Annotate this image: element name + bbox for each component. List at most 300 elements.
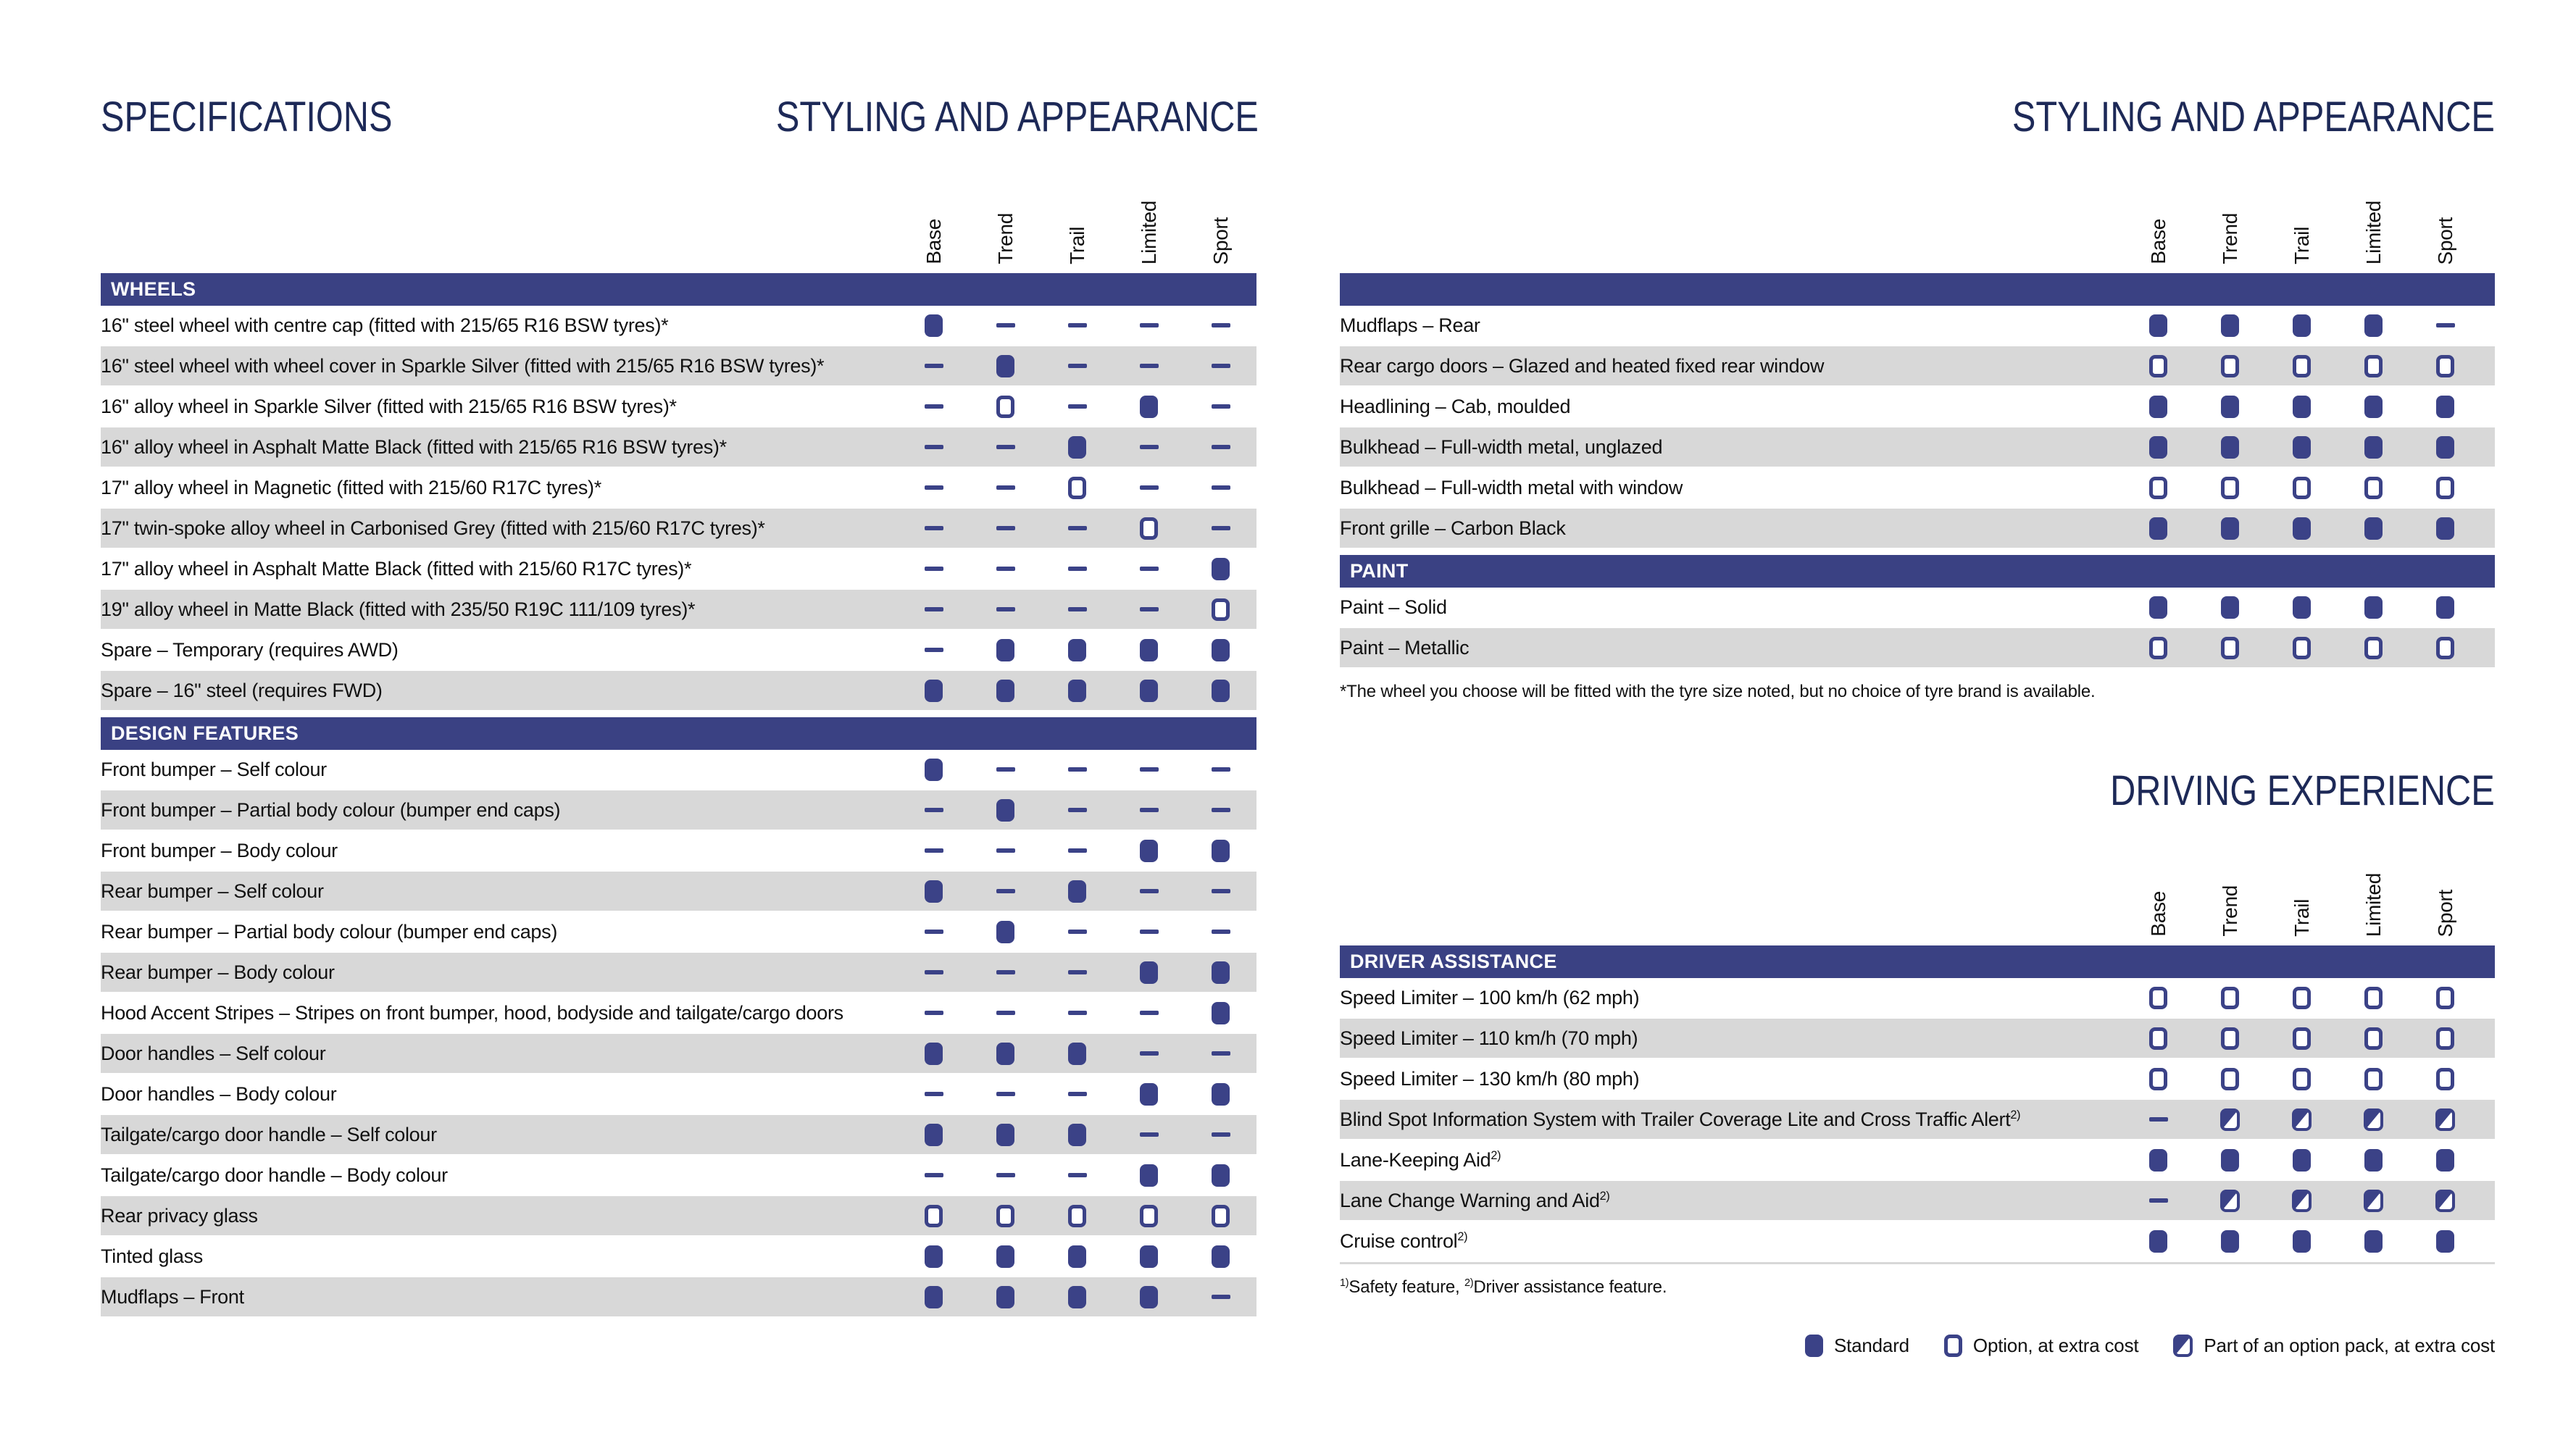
availability-cell	[1041, 1205, 1113, 1227]
not-available-icon	[1068, 567, 1087, 571]
availability-cell	[970, 485, 1041, 490]
option-icon	[2364, 987, 2383, 1009]
not-available-icon	[1212, 930, 1230, 934]
availability-cell	[970, 567, 1041, 571]
standard-icon	[2436, 1230, 2454, 1253]
option-icon	[2149, 477, 2167, 499]
feature-label-text: Door handles – Self colour	[101, 1042, 326, 1064]
option-pack-icon	[2364, 1108, 2383, 1131]
feature-label-text: Speed Limiter – 130 km/h (80 mph)	[1340, 1067, 1640, 1090]
availability-cell	[1113, 1083, 1185, 1106]
feature-label-text: Mudflaps – Rear	[1340, 314, 1480, 336]
column-headers	[101, 174, 1256, 273]
table-row	[101, 1034, 1256, 1074]
availability-cell	[1185, 1132, 1256, 1137]
availability-cell	[2266, 1108, 2338, 1131]
availability-cell	[2122, 987, 2194, 1009]
column-header-base: Base	[922, 219, 945, 264]
feature-label	[101, 639, 898, 661]
feature-label-text: Blind Spot Information System with Trailer Coverage Lite and Cross Traffic Alert	[1340, 1108, 2011, 1130]
feature-label	[101, 355, 898, 377]
availability-cell	[2194, 396, 2266, 418]
availability-cell	[970, 767, 1041, 772]
availability-cell	[2338, 596, 2409, 619]
not-available-icon	[925, 607, 943, 611]
availability-cell	[1185, 930, 1256, 934]
not-available-icon	[925, 648, 943, 652]
table-row	[1340, 306, 2495, 346]
availability-cell	[2338, 1027, 2409, 1050]
option-icon	[2221, 1027, 2239, 1050]
option-icon	[2149, 1068, 2167, 1090]
availability-cell	[1041, 436, 1113, 459]
option-icon	[2436, 1068, 2454, 1090]
availability-cell	[2266, 1230, 2338, 1253]
availability-cell	[2409, 1230, 2481, 1253]
not-available-icon	[1068, 526, 1087, 530]
not-available-icon	[1212, 323, 1230, 327]
standard-icon	[2221, 1230, 2239, 1253]
not-available-icon	[1068, 1011, 1087, 1015]
option-icon	[2149, 355, 2167, 377]
feature-label-text: 17" alloy wheel in Magnetic (fitted with 215/60 R17C tyres)*	[101, 476, 601, 498]
availability-cell	[2266, 1149, 2338, 1172]
standard-icon	[996, 921, 1014, 943]
availability-cell	[2194, 1190, 2266, 1212]
feature-label	[101, 314, 898, 337]
availability-cell	[2122, 436, 2194, 459]
feature-label	[1340, 637, 2122, 659]
availability-cell	[1113, 840, 1185, 862]
availability-cell	[1113, 1164, 1185, 1187]
not-available-icon	[925, 567, 943, 571]
not-available-icon	[996, 567, 1015, 571]
column-header-limited: Limited	[2362, 872, 2385, 937]
availability-cell	[2266, 1190, 2338, 1212]
footnote-text: Driver assistance feature.	[1473, 1277, 1667, 1297]
table-footnote	[1340, 1277, 2495, 1298]
table-row	[101, 750, 1256, 790]
feature-label	[101, 1083, 898, 1106]
standard-icon	[1068, 436, 1086, 459]
availability-cell	[2122, 396, 2194, 418]
feature-label-text: Front bumper – Body colour	[101, 839, 338, 861]
feature-label	[1340, 396, 2122, 418]
availability-cell	[898, 1011, 970, 1015]
availability-cell	[1041, 477, 1113, 499]
not-available-icon	[996, 848, 1015, 853]
feature-label-text: Rear privacy glass	[101, 1204, 258, 1227]
standard-icon	[2293, 1230, 2311, 1253]
availability-cell	[2194, 1230, 2266, 1253]
standard-icon	[1212, 558, 1230, 580]
feature-label	[1340, 314, 2122, 337]
option-icon	[1068, 477, 1086, 499]
option-icon	[2364, 1068, 2383, 1090]
feature-label-text: Headlining – Cab, moulded	[1340, 395, 1571, 417]
availability-cell	[2122, 1068, 2194, 1090]
footnote-superscript: 1)	[1340, 1277, 1349, 1289]
availability-cell	[1041, 1173, 1113, 1177]
option-pack-icon	[2364, 1190, 2383, 1212]
feature-label-text: Door handles – Body colour	[101, 1082, 337, 1105]
standard-icon	[2364, 596, 2383, 619]
column-header-cell	[1185, 217, 1256, 264]
table-row	[101, 549, 1256, 590]
standard-icon	[925, 314, 943, 337]
standard-icon	[925, 1124, 943, 1146]
availability-cell	[1113, 930, 1185, 934]
feature-label-text: Lane Change Warning and Aid	[1340, 1189, 1600, 1211]
standard-icon	[2293, 436, 2311, 459]
standard-icon	[1068, 1043, 1086, 1065]
availability-cell	[1041, 970, 1113, 974]
not-available-icon	[2436, 323, 2455, 327]
table-row	[101, 590, 1256, 630]
section-header-label: PAINT	[1350, 560, 1409, 582]
standard-icon	[2364, 1149, 2383, 1172]
availability-cell	[970, 355, 1041, 377]
availability-cell	[1185, 639, 1256, 661]
standard-icon	[2221, 517, 2239, 540]
feature-label	[101, 396, 898, 418]
not-available-icon	[1068, 808, 1087, 812]
feature-label-superscript: 2)	[1599, 1189, 1610, 1203]
legend-item	[2173, 1335, 2495, 1357]
standard-icon	[1212, 1245, 1230, 1268]
table-section	[101, 717, 1256, 1318]
table-row	[1340, 1019, 2495, 1059]
feature-label	[101, 598, 898, 621]
availability-cell	[1113, 1245, 1185, 1268]
option-icon	[1068, 1205, 1086, 1227]
availability-cell	[1185, 680, 1256, 702]
availability-cell	[1113, 364, 1185, 368]
availability-cell	[970, 970, 1041, 974]
column-header-trend: Trend	[2218, 885, 2241, 937]
availability-cell	[898, 404, 970, 409]
availability-cell	[2338, 436, 2409, 459]
availability-cell	[2409, 637, 2481, 659]
availability-cell	[2194, 1027, 2266, 1050]
not-available-icon	[1212, 1051, 1230, 1056]
not-available-icon	[1212, 889, 1230, 893]
standard-icon	[1140, 396, 1158, 418]
table-row	[101, 1196, 1256, 1237]
option-pack-icon	[2435, 1190, 2455, 1212]
availability-cell	[2409, 1027, 2481, 1050]
standard-icon	[925, 1043, 943, 1065]
availability-cell	[898, 1173, 970, 1177]
availability-cell	[898, 759, 970, 781]
not-available-icon	[996, 607, 1015, 611]
availability-cell	[1041, 526, 1113, 530]
availability-cell	[2266, 396, 2338, 418]
standard-icon	[996, 680, 1014, 702]
standard-icon	[1140, 1164, 1158, 1187]
availability-cell	[1185, 404, 1256, 409]
standard-icon	[1068, 680, 1086, 702]
option-icon	[2221, 987, 2239, 1009]
availability-cell	[2266, 987, 2338, 1009]
standard-icon	[996, 1245, 1014, 1268]
availability-cell	[2194, 314, 2266, 337]
availability-cell	[1185, 961, 1256, 984]
standard-icon	[1140, 680, 1158, 702]
feature-label	[1340, 1068, 2122, 1090]
standard-icon	[2364, 517, 2383, 540]
feature-label	[1340, 477, 2122, 499]
option-icon	[2293, 1068, 2311, 1090]
availability-cell	[2194, 1068, 2266, 1090]
availability-cell	[2266, 436, 2338, 459]
standard-icon	[2221, 396, 2239, 418]
standard-icon	[1212, 1164, 1230, 1187]
option-pack-icon	[2220, 1108, 2240, 1131]
availability-cell	[2338, 1190, 2409, 1212]
feature-label-text: Tailgate/cargo door handle – Self colour	[101, 1123, 437, 1145]
legend-item	[1944, 1335, 2138, 1357]
option-icon	[2149, 1027, 2167, 1050]
section-header-label: DRIVER ASSISTANCE	[1350, 951, 1557, 972]
not-available-icon	[925, 1092, 943, 1096]
availability-cell	[2266, 1068, 2338, 1090]
table-row	[101, 306, 1256, 346]
feature-label	[101, 436, 898, 459]
section-header-bar	[1340, 273, 2495, 306]
availability-cell	[2194, 1149, 2266, 1172]
availability-cell	[1185, 808, 1256, 812]
column-header-cell	[2409, 217, 2481, 264]
section-header-bar	[1340, 945, 2495, 978]
feature-label-text: Rear bumper – Partial body colour (bumper end caps)	[101, 920, 558, 943]
availability-cell	[1041, 930, 1113, 934]
option-icon	[2293, 987, 2311, 1009]
availability-cell	[898, 485, 970, 490]
not-available-icon	[996, 485, 1015, 490]
availability-cell	[1113, 639, 1185, 661]
feature-label-text: Speed Limiter – 100 km/h (62 mph)	[1340, 986, 1640, 1009]
table-row	[101, 1156, 1256, 1196]
not-available-icon	[1140, 445, 1159, 449]
availability-cell	[970, 848, 1041, 853]
availability-cell	[1185, 323, 1256, 327]
standard-icon	[996, 1124, 1014, 1146]
table-row	[1340, 978, 2495, 1019]
column-header-cell	[2122, 891, 2194, 937]
column-header-cell	[2266, 899, 2338, 937]
section-title-driving-experience: DRIVING EXPERIENCE	[2110, 767, 2495, 814]
feature-label-text: 19" alloy wheel in Matte Black (fitted with 235/50 R19C 111/109 tyres)*	[101, 598, 696, 620]
availability-cell	[2266, 517, 2338, 540]
feature-label	[1340, 517, 2122, 540]
column-header-sport: Sport	[1209, 217, 1232, 264]
legend-item	[1805, 1335, 1909, 1357]
not-available-icon	[1068, 767, 1087, 772]
availability-cell	[1041, 1245, 1113, 1268]
option-icon	[2436, 987, 2454, 1009]
option-icon	[2436, 477, 2454, 499]
availability-cell	[898, 1205, 970, 1227]
not-available-icon	[925, 1173, 943, 1177]
table-footnote: *The wheel you choose will be fitted with the tyre size noted, but no choice of tyre brand is available.	[1340, 682, 2096, 701]
standard-icon	[2293, 314, 2311, 337]
column-headers	[1340, 174, 2495, 273]
standard-icon	[1212, 639, 1230, 661]
feature-label	[101, 1205, 898, 1227]
availability-cell	[1041, 323, 1113, 327]
feature-label-text: Spare – Temporary (requires AWD)	[101, 638, 399, 661]
not-available-icon	[1140, 485, 1159, 490]
feature-label	[1340, 436, 2122, 459]
option-icon	[2221, 1068, 2239, 1090]
legend	[1805, 1335, 2495, 1357]
availability-cell	[2122, 355, 2194, 377]
availability-cell	[2266, 314, 2338, 337]
not-available-icon	[1212, 445, 1230, 449]
standard-icon	[1140, 840, 1158, 862]
not-available-icon	[1068, 323, 1087, 327]
section-header-label: DESIGN FEATURES	[111, 722, 299, 744]
option-icon	[1140, 517, 1158, 540]
availability-cell	[2338, 517, 2409, 540]
not-available-icon	[1068, 404, 1087, 409]
not-available-icon	[996, 526, 1015, 530]
availability-cell	[1113, 1132, 1185, 1137]
feature-label-text: Rear cargo doors – Glazed and heated fixed rear window	[1340, 354, 1825, 377]
availability-cell	[2338, 355, 2409, 377]
standard-icon	[925, 1245, 943, 1268]
availability-cell	[1185, 889, 1256, 893]
availability-cell	[898, 970, 970, 974]
availability-cell	[898, 1092, 970, 1096]
standard-icon	[925, 680, 943, 702]
availability-cell	[2194, 596, 2266, 619]
table-row	[1340, 509, 2495, 549]
availability-cell	[2122, 1149, 2194, 1172]
availability-cell	[1041, 680, 1113, 702]
legend-label: Part of an option pack, at extra cost	[2204, 1335, 2495, 1356]
table-section	[1340, 273, 2495, 549]
availability-cell	[970, 1245, 1041, 1268]
feature-label-text: Paint – Solid	[1340, 596, 1447, 618]
availability-cell	[1185, 1002, 1256, 1024]
availability-cell	[1185, 840, 1256, 862]
standard-icon	[996, 639, 1014, 661]
feature-label	[101, 680, 898, 702]
table-bottom-rule	[1340, 1262, 2495, 1264]
availability-cell	[2409, 1068, 2481, 1090]
standard-icon	[2149, 517, 2167, 540]
availability-cell	[970, 799, 1041, 822]
availability-cell	[2338, 987, 2409, 1009]
availability-cell	[2122, 477, 2194, 499]
section-header-bar	[101, 273, 1256, 306]
availability-cell	[2409, 323, 2481, 327]
availability-cell	[2122, 517, 2194, 540]
availability-cell	[2266, 355, 2338, 377]
availability-cell	[1041, 404, 1113, 409]
table-row	[101, 831, 1256, 872]
availability-cell	[970, 607, 1041, 611]
standard-icon	[1212, 1002, 1230, 1024]
availability-cell	[1185, 445, 1256, 449]
column-header-cell	[2194, 885, 2266, 937]
not-available-icon	[1140, 1051, 1159, 1056]
table-row	[101, 630, 1256, 671]
availability-cell	[1185, 598, 1256, 621]
table-row	[1340, 1222, 2495, 1262]
feature-label	[101, 517, 898, 540]
not-available-icon	[1140, 323, 1159, 327]
standard-icon	[2149, 314, 2167, 337]
standard-icon	[2436, 396, 2454, 418]
availability-cell	[1113, 396, 1185, 418]
availability-cell	[1113, 323, 1185, 327]
feature-label	[101, 961, 898, 984]
column-header-trail: Trail	[2290, 227, 2313, 264]
driver-assistance-table	[1340, 846, 2495, 1298]
feature-label-text: Hood Accent Stripes – Stripes on front bumper, hood, bodyside and tailgate/cargo doors	[101, 1001, 843, 1024]
feature-label-text: 16" steel wheel with centre cap (fitted with 215/65 R16 BSW tyres)*	[101, 314, 669, 336]
standard-icon	[1212, 1083, 1230, 1106]
standard-icon	[2149, 596, 2167, 619]
availability-cell	[2409, 987, 2481, 1009]
standard-icon	[1140, 1245, 1158, 1268]
option-icon	[2364, 477, 2383, 499]
availability-cell	[1041, 567, 1113, 571]
availability-cell	[2122, 1230, 2194, 1253]
standard-icon	[2364, 314, 2383, 337]
section-header-bar	[1340, 555, 2495, 588]
availability-cell	[898, 1245, 970, 1268]
availability-cell	[2266, 637, 2338, 659]
not-available-icon	[1212, 404, 1230, 409]
availability-cell	[2122, 1117, 2194, 1122]
column-header-trend: Trend	[2218, 213, 2241, 264]
availability-cell	[898, 526, 970, 530]
footnote-superscript: 2)	[1464, 1277, 1474, 1289]
feature-label	[101, 840, 898, 862]
feature-label-text: Lane-Keeping Aid	[1340, 1148, 1491, 1171]
option-icon	[1140, 1205, 1158, 1227]
option-icon	[2293, 637, 2311, 659]
table-section	[1340, 555, 2495, 669]
option-icon	[996, 396, 1014, 418]
column-header-trend: Trend	[993, 213, 1017, 264]
availability-cell	[970, 445, 1041, 449]
column-header-cell	[1041, 227, 1113, 264]
availability-cell	[898, 848, 970, 853]
availability-cell	[898, 930, 970, 934]
feature-label	[1340, 1190, 2122, 1212]
legend-label: Option, at extra cost	[1972, 1335, 2139, 1356]
availability-cell	[898, 648, 970, 652]
option-icon	[2364, 1027, 2383, 1050]
column-header-cell	[2338, 873, 2409, 937]
availability-cell	[2338, 1068, 2409, 1090]
standard-icon	[996, 1286, 1014, 1308]
availability-cell	[2338, 477, 2409, 499]
not-available-icon	[1068, 1092, 1087, 1096]
availability-cell	[970, 921, 1041, 943]
not-available-icon	[1140, 1132, 1159, 1137]
availability-cell	[970, 1043, 1041, 1065]
availability-cell	[898, 808, 970, 812]
feature-label-text: 17" twin-spoke alloy wheel in Carbonised Grey (fitted with 215/60 R17C tyres)*	[101, 517, 765, 539]
feature-label	[101, 477, 898, 499]
not-available-icon	[2149, 1198, 2168, 1203]
